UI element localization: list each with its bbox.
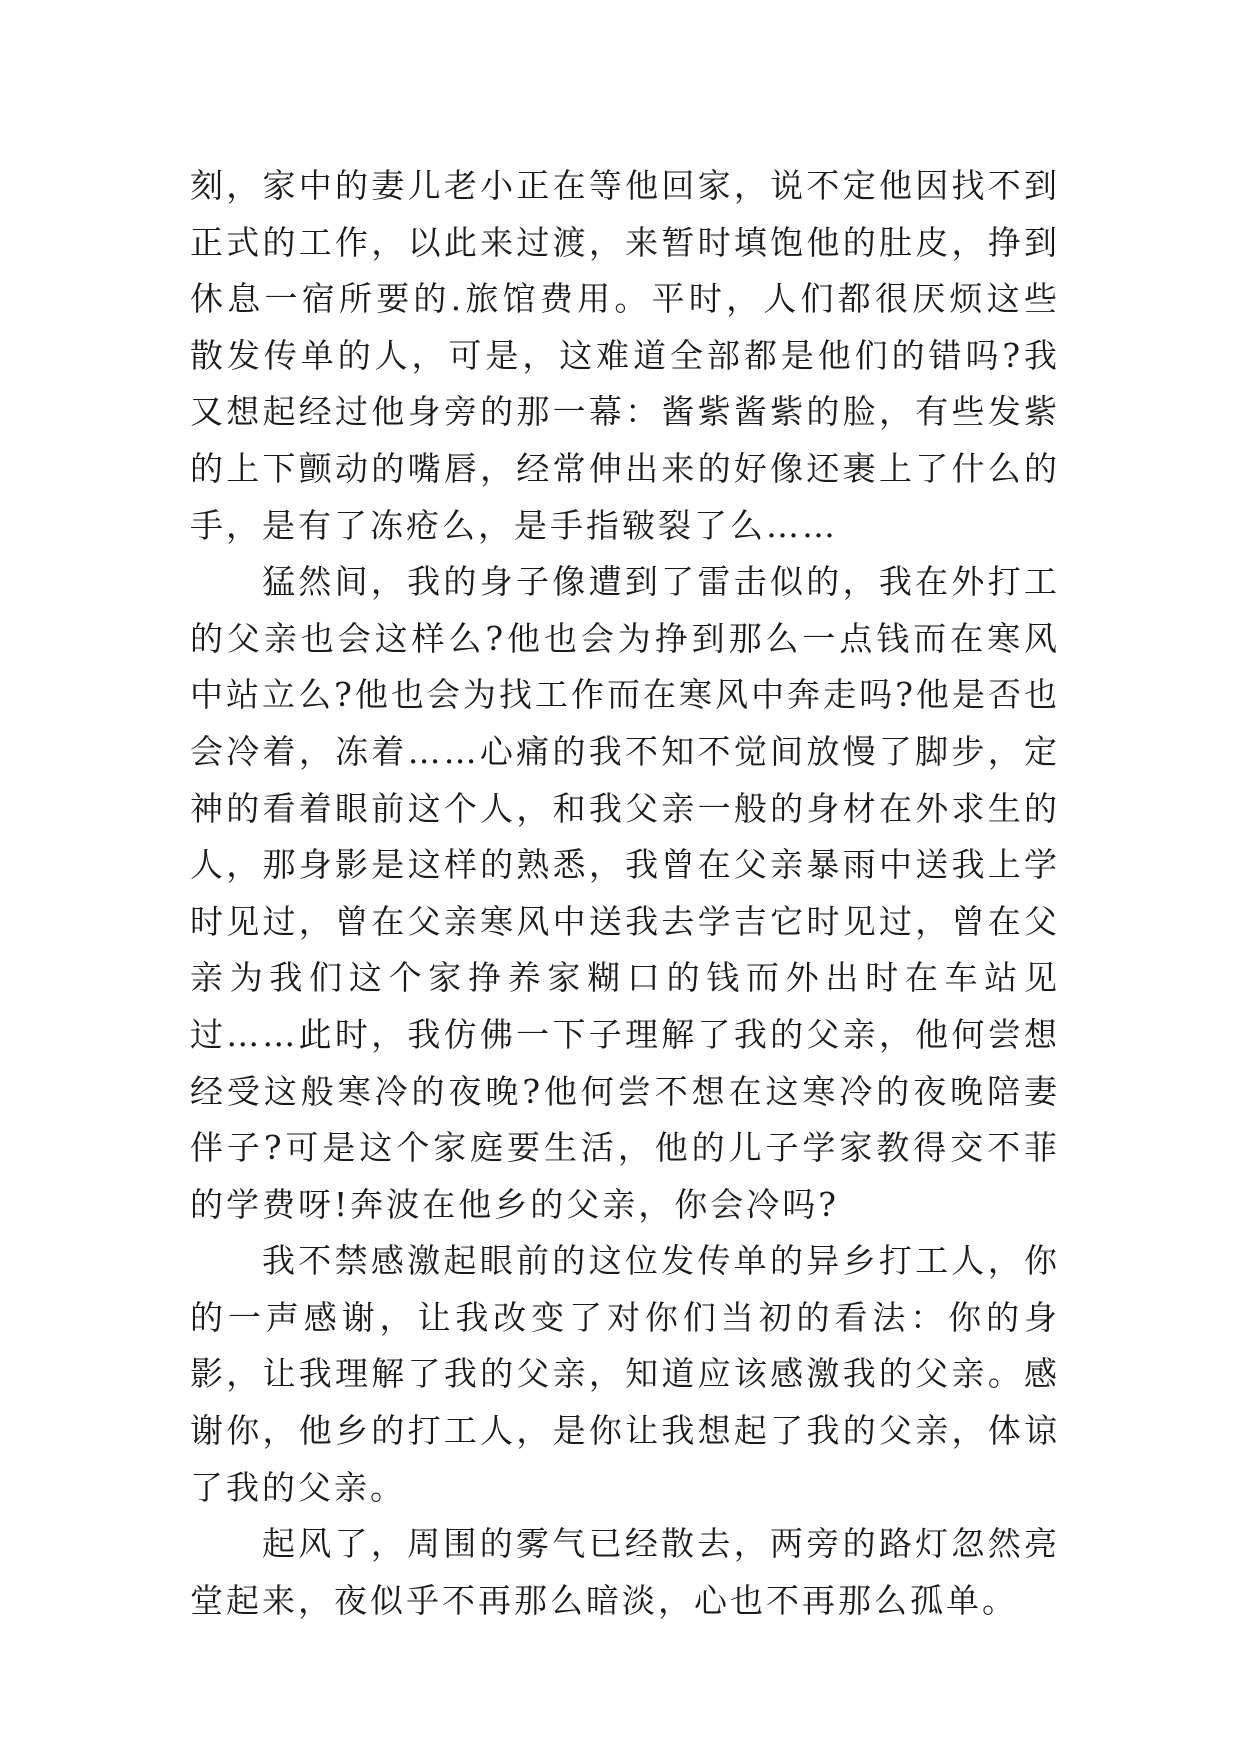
paragraph-2: 猛然间，我的身子像遭到了雷击似的，我在外打工的父亲也会这样么?他也会为挣到那么一点钱而在寒风中站立么?他也会为找工作而在寒风中奔走吗?他是否也会冷着，冻着……心痛的我不知不觉间放慢了脚步，定神的看着眼前这个人，和我父亲一般的身材在外求生的人，那身影是这样的熟悉，我曾在父亲暴雨中送我上学时见过，曾在父亲寒风中送我去学吉它时见过，曾在父亲为我们这个家挣养家糊口的钱而外出时在车站见过……此时，我仿佛一下子理解了我的父亲，他何尝想经受这般寒冷的夜晚?他何尝不想在这寒冷的夜晚陪妻伴子?可是这个家庭要生活，他的儿子学家教得交不菲的学费呀!奔波在他乡的父亲，你会冷吗? <box>190 562 1060 1224</box>
paragraph-4: 起风了，周围的雾气已经散去，两旁的路灯忽然亮堂起来，夜似乎不再那么暗淡，心也不再那么孤单。 <box>190 1524 1060 1620</box>
document-body <box>190 158 1060 1629</box>
paragraph-3: 我不禁感激起眼前的这位发传单的异乡打工人，你的一声感谢，让我改变了对你们当初的看法：你的身影，让我理解了我的父亲，知道应该感激我的父亲。感谢你，他乡的打工人，是你让我想起了我的父亲，体谅了我的父亲。 <box>190 1241 1060 1507</box>
paragraph-1: 刻，家中的妻儿老小正在等他回家，说不定他因找不到正式的工作，以此来过渡，来暂时填饱他的肚皮，挣到休息一宿所要的.旅馆费用。平时，人们都很厌烦这些散发传单的人，可是，这难道全部都是他们的错吗?我又想起经过他身旁的那一幕：酱紫酱紫的脸，有些发紫的上下颤动的嘴唇，经常伸出来的好像还裹上了什么的手，是有了冻疮么，是手指皲裂了么…… <box>190 166 1060 545</box>
